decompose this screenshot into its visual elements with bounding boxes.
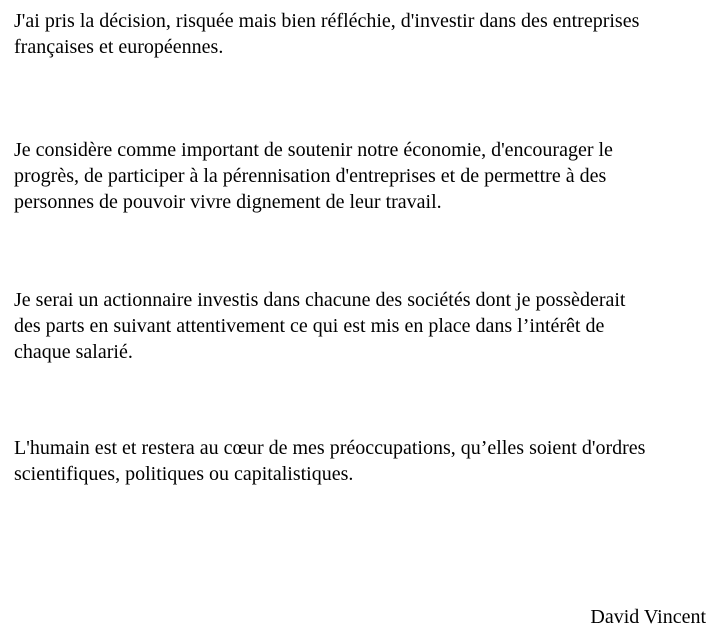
- paragraph-line: J'ai pris la décision, risquée mais bien réfléchie, d'investir dans des entreprises: [14, 10, 640, 32]
- paragraph-investment-decision: [14, 8, 714, 60]
- paragraph-line: L'humain est et restera au cœur de mes préoccupations, qu’elles soient d'ordres: [14, 437, 646, 459]
- paragraph-line: Je serai un actionnaire investis dans chacune des sociétés dont je possèderait: [14, 289, 626, 311]
- paragraph-human-focus: [14, 435, 714, 487]
- paragraph-line: scientifiques, politiques ou capitalistiques.: [14, 463, 354, 485]
- paragraph-line: progrès, de participer à la pérennisation d'entreprises et de permettre à des: [14, 165, 607, 187]
- paragraph-line: des parts en suivant attentivement ce qui est mis en place dans l’intérêt de: [14, 315, 605, 337]
- paragraph-shareholder-commitment: [14, 287, 714, 365]
- paragraph-support-economy: [14, 137, 714, 215]
- paragraph-line: personnes de pouvoir vivre dignement de leur travail.: [14, 191, 442, 213]
- paragraph-line: françaises et européennes.: [14, 36, 224, 58]
- paragraph-line: Je considère comme important de soutenir notre économie, d'encourager le: [14, 139, 613, 161]
- signature: David Vincent: [590, 606, 706, 628]
- paragraph-line: chaque salarié.: [14, 341, 133, 363]
